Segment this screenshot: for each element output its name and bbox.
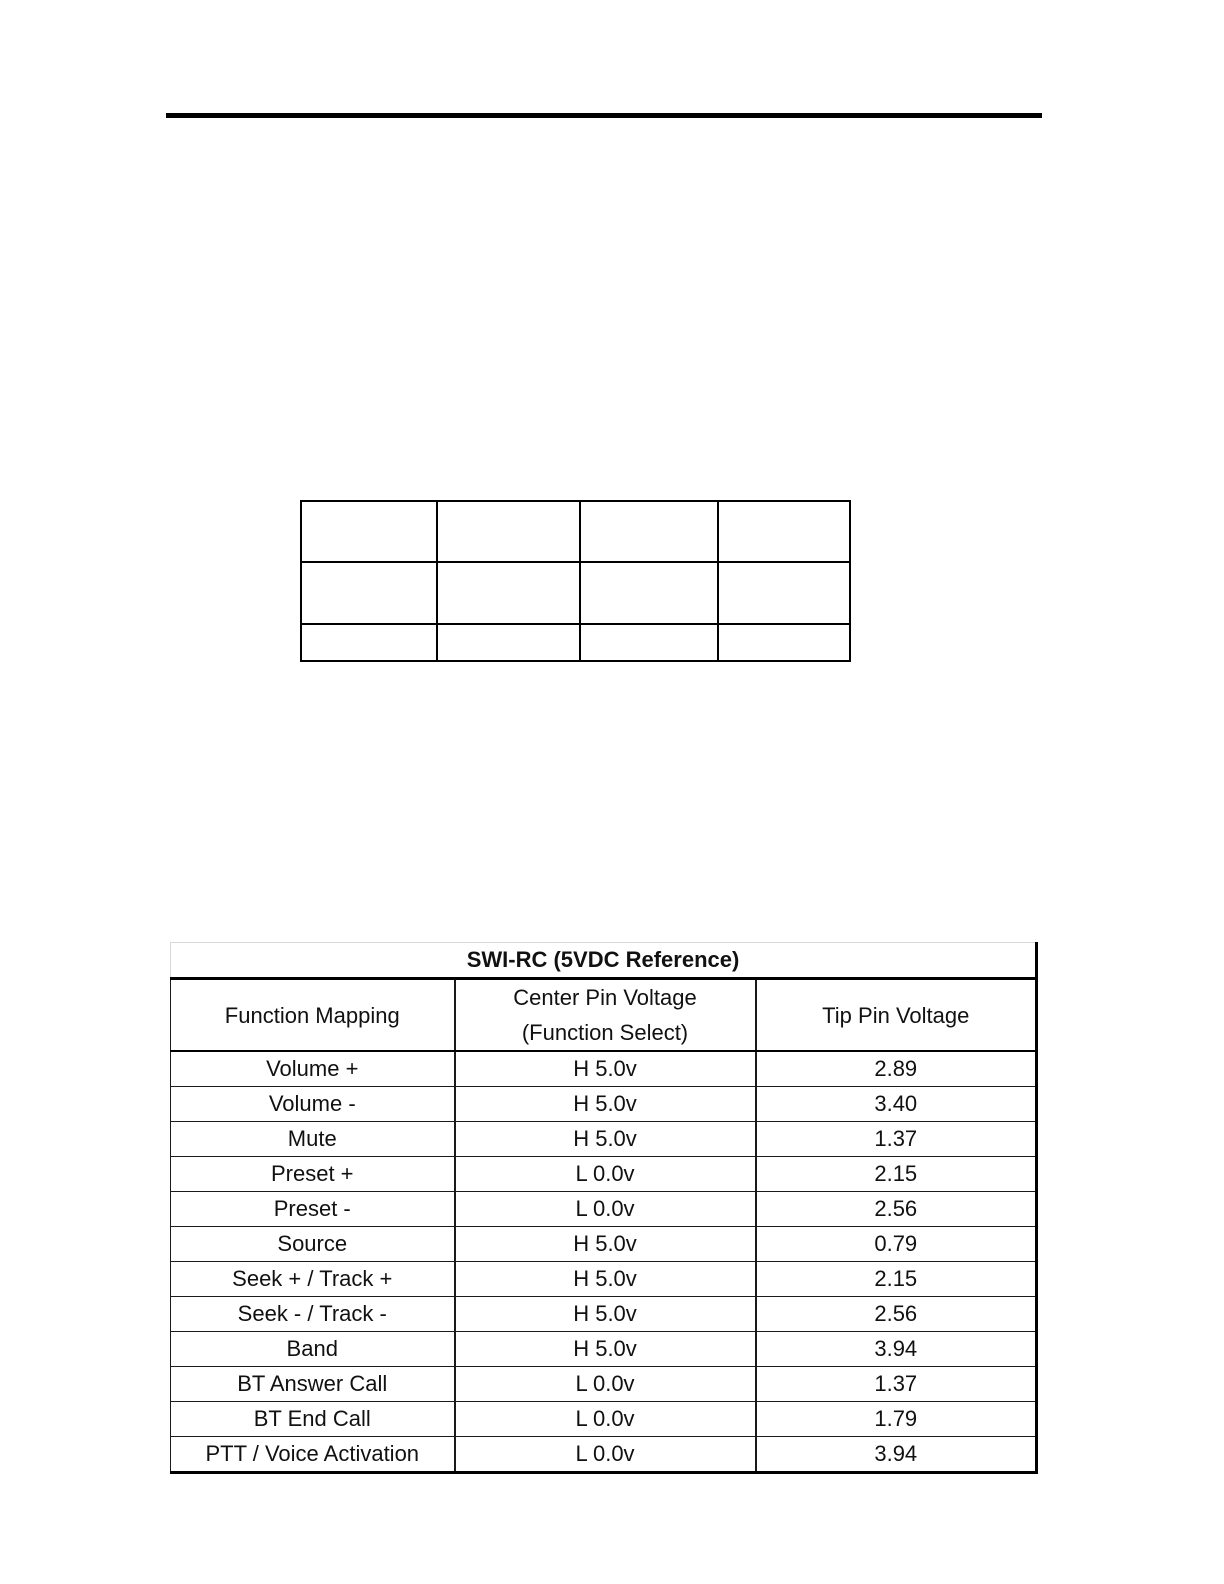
cell-function: Volume -	[171, 1087, 455, 1122]
cell-tip-voltage: 2.89	[756, 1051, 1037, 1087]
table-row	[171, 1262, 1037, 1297]
cell-function: Preset -	[171, 1192, 455, 1227]
table-row	[171, 1192, 1037, 1227]
cell-tip-voltage: 1.37	[756, 1367, 1037, 1402]
empty-grid-cell	[718, 501, 850, 562]
table-row	[171, 1402, 1037, 1437]
cell-function: Source	[171, 1227, 455, 1262]
empty-grid-cell	[580, 562, 718, 623]
empty-grid-cell	[301, 562, 437, 623]
header-function-mapping: Function Mapping	[171, 979, 455, 1052]
cell-tip-voltage: 2.56	[756, 1297, 1037, 1332]
cell-function: Mute	[171, 1122, 455, 1157]
cell-center-voltage: L 0.0v	[455, 1437, 756, 1473]
empty-grid-cell	[437, 562, 580, 623]
table-row	[171, 1157, 1037, 1192]
empty-grid-cell	[437, 501, 580, 562]
cell-tip-voltage: 2.15	[756, 1262, 1037, 1297]
table-title-row	[171, 943, 1037, 979]
cell-function: Preset +	[171, 1157, 455, 1192]
empty-grid-cell	[301, 624, 437, 661]
table-row	[171, 1297, 1037, 1332]
cell-tip-voltage: 2.15	[756, 1157, 1037, 1192]
cell-function: Seek - / Track -	[171, 1297, 455, 1332]
header-tip-pin-voltage: Tip Pin Voltage	[756, 979, 1037, 1052]
empty-grid-cell	[580, 624, 718, 661]
cell-function: BT Answer Call	[171, 1367, 455, 1402]
cell-function: Band	[171, 1332, 455, 1367]
cell-tip-voltage: 2.56	[756, 1192, 1037, 1227]
cell-center-voltage: H 5.0v	[455, 1262, 756, 1297]
empty-grid-cell	[437, 624, 580, 661]
cell-center-voltage: L 0.0v	[455, 1402, 756, 1437]
table-title: SWI-RC (5VDC Reference)	[171, 943, 1037, 979]
cell-center-voltage: H 5.0v	[455, 1087, 756, 1122]
empty-grid-row	[301, 501, 850, 562]
empty-grid-cell	[580, 501, 718, 562]
cell-tip-voltage: 0.79	[756, 1227, 1037, 1262]
table-row	[171, 1227, 1037, 1262]
header-center-pin-voltage	[455, 979, 756, 1052]
cell-function: BT End Call	[171, 1402, 455, 1437]
cell-center-voltage: H 5.0v	[455, 1332, 756, 1367]
empty-grid-row	[301, 562, 850, 623]
table-row	[171, 1051, 1037, 1087]
table-row	[171, 1122, 1037, 1157]
table-row	[171, 1437, 1037, 1473]
cell-tip-voltage: 3.40	[756, 1087, 1037, 1122]
empty-grid-cell	[718, 562, 850, 623]
cell-tip-voltage: 1.37	[756, 1122, 1037, 1157]
empty-grid-table	[300, 500, 851, 662]
cell-tip-voltage: 3.94	[756, 1332, 1037, 1367]
cell-center-voltage: H 5.0v	[455, 1297, 756, 1332]
cell-center-voltage: L 0.0v	[455, 1367, 756, 1402]
table-header-row	[171, 979, 1037, 1052]
cell-tip-voltage: 3.94	[756, 1437, 1037, 1473]
header-center-pin-line1: Center Pin Voltage	[513, 985, 697, 1010]
empty-grid-cell	[301, 501, 437, 562]
table-row	[171, 1332, 1037, 1367]
cell-center-voltage: L 0.0v	[455, 1157, 756, 1192]
empty-grid-cell	[718, 624, 850, 661]
cell-function: Volume +	[171, 1051, 455, 1087]
empty-grid-row	[301, 624, 850, 661]
cell-function: Seek + / Track +	[171, 1262, 455, 1297]
table-row	[171, 1367, 1037, 1402]
cell-center-voltage: L 0.0v	[455, 1192, 756, 1227]
header-rule	[166, 113, 1042, 118]
cell-center-voltage: H 5.0v	[455, 1227, 756, 1262]
table-row	[171, 1087, 1037, 1122]
cell-function: PTT / Voice Activation	[171, 1437, 455, 1473]
swi-rc-table	[170, 942, 1038, 1474]
cell-tip-voltage: 1.79	[756, 1402, 1037, 1437]
header-center-pin-line2: (Function Select)	[521, 1020, 689, 1045]
cell-center-voltage: H 5.0v	[455, 1122, 756, 1157]
cell-center-voltage: H 5.0v	[455, 1051, 756, 1087]
